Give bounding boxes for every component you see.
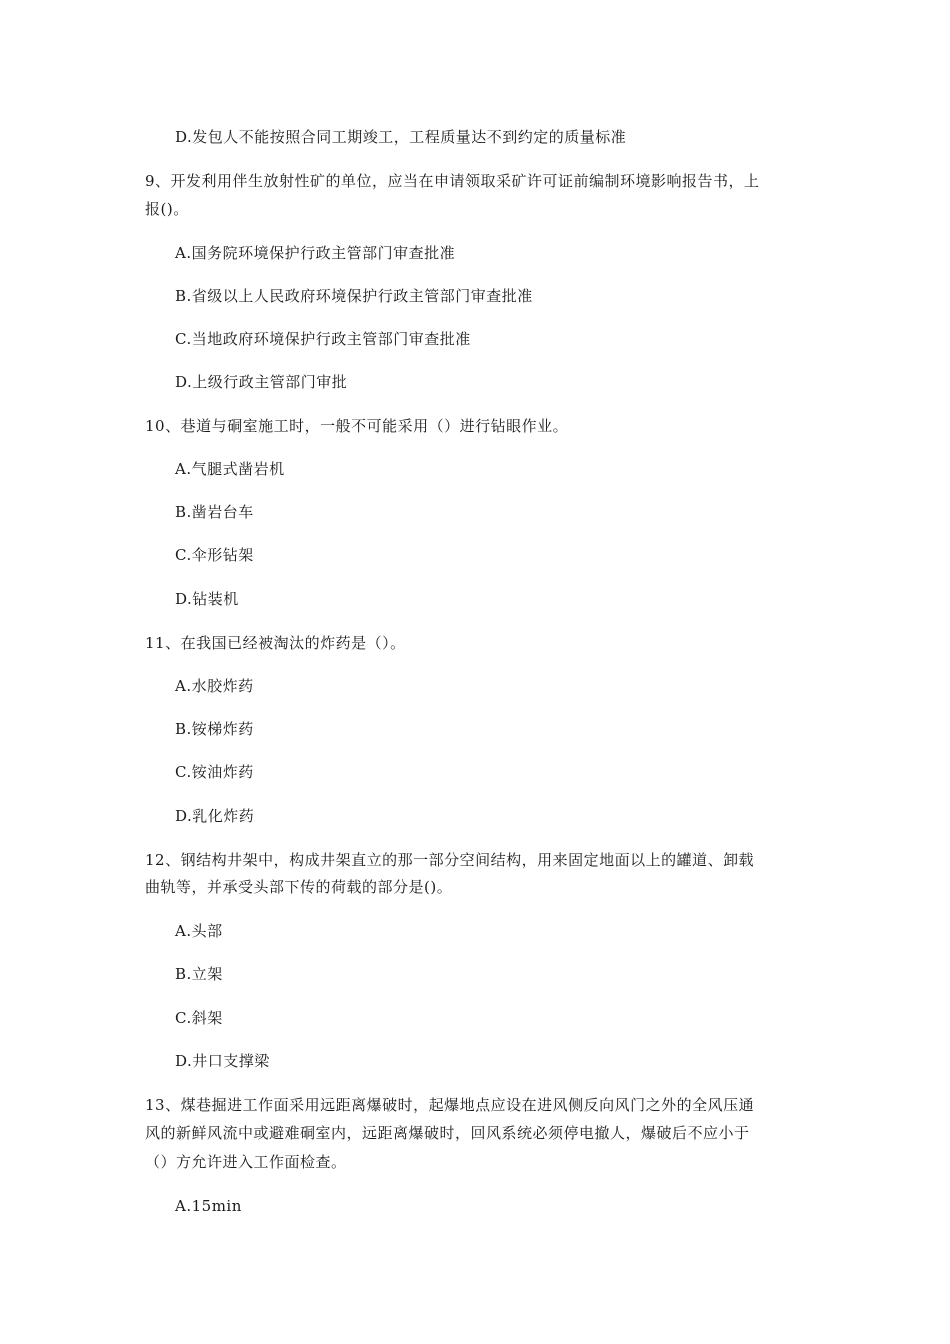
q9-option-a: A.国务院环境保护行政主管部门审查批准: [175, 244, 456, 262]
q13-option-a: A.15min: [175, 1197, 242, 1215]
q12-option-d: D.井口支撑梁: [175, 1052, 270, 1070]
q12-option-c: C.斜架: [175, 1009, 223, 1027]
q12-text-line-2: 曲轨等，并承受头部下传的荷载的部分是()。: [145, 878, 453, 896]
q9-text-line-2: 报()。: [145, 200, 189, 218]
q10-option-d: D.钻装机: [175, 590, 239, 608]
q11-option-d: D.乳化炸药: [175, 807, 255, 825]
q10-option-c: C.伞形钻架: [175, 546, 254, 564]
q8-option-d: D.发包人不能按照合同工期竣工，工程质量达不到约定的质量标准: [175, 128, 627, 146]
q12-option-a: A.头部: [175, 922, 223, 940]
q9-option-d: D.上级行政主管部门审批: [175, 373, 348, 391]
q10-text: 10、巷道与硐室施工时，一般不可能采用（）进行钻眼作业。: [145, 417, 569, 435]
q9-option-c: C.当地政府环境保护行政主管部门审查批准: [175, 330, 471, 348]
q12-text-line-1: 12、钢结构井架中，构成井架直立的那一部分空间结构，用来固定地面以上的罐道、卸载: [145, 851, 755, 869]
q13-text-line-2: 风的新鲜风流中或避难硐室内，远距离爆破时，回风系统必须停电撤人，爆破后不应小于: [145, 1124, 750, 1142]
q12-option-b: B.立架: [175, 965, 223, 983]
q9-text-line-1: 9、开发利用伴生放射性矿的单位，应当在申请领取采矿许可证前编制环境影响报告书，上: [145, 172, 760, 190]
q13-text-line-3: （）方允许进入工作面检查。: [145, 1153, 347, 1171]
q11-option-b: B.铵梯炸药: [175, 720, 254, 738]
q10-option-a: A.气腿式凿岩机: [175, 460, 285, 478]
q11-text: 11、在我国已经被淘汰的炸药是（）。: [145, 634, 406, 652]
q9-option-b: B.省级以上人民政府环境保护行政主管部门审查批准: [175, 287, 533, 305]
q10-option-b: B.凿岩台车: [175, 503, 254, 521]
q11-option-a: A.水胶炸药: [175, 677, 254, 695]
q11-option-c: C.铵油炸药: [175, 763, 254, 781]
q13-text-line-1: 13、煤巷掘进工作面采用远距离爆破时，起爆地点应设在进风侧反向风门之外的全风压通: [145, 1096, 755, 1114]
